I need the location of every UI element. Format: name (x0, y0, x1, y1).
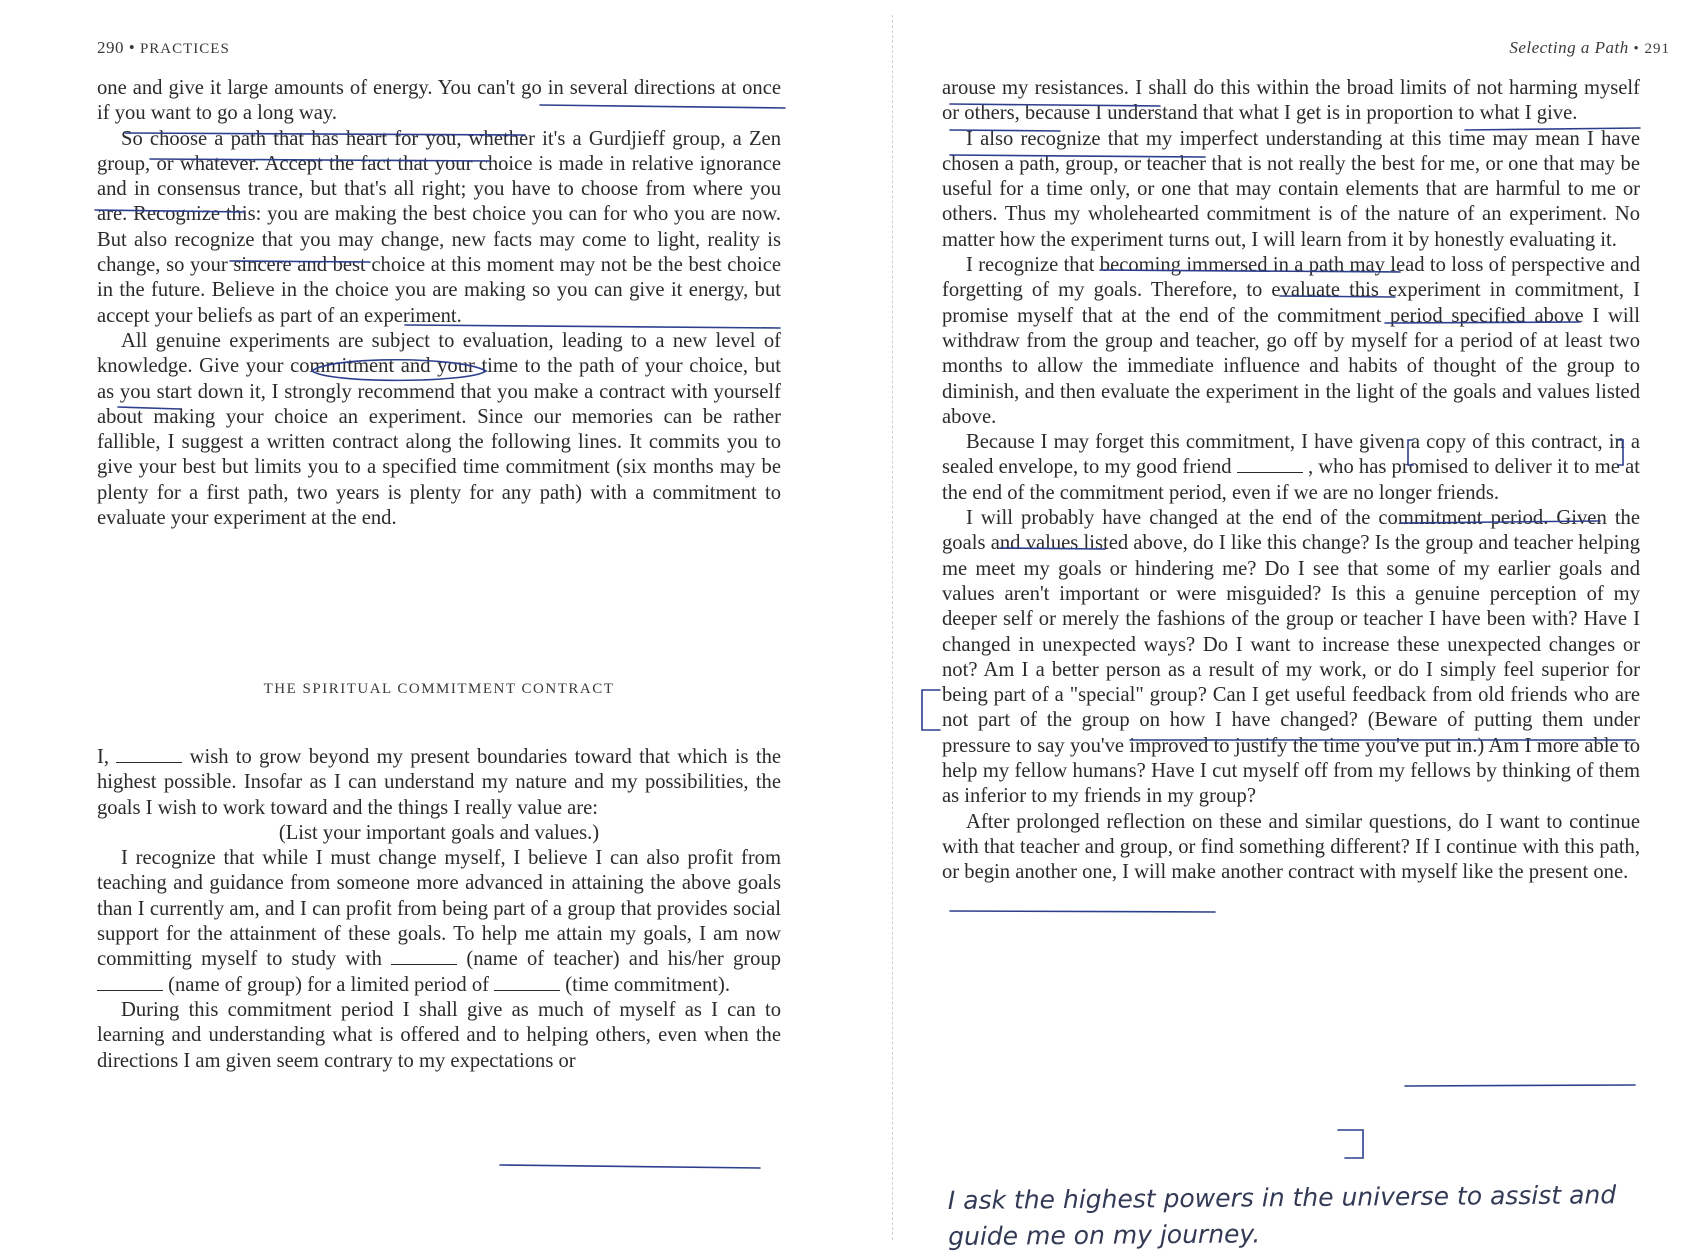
right-page (880, 0, 1704, 1240)
left-section-name: PRACTICES (139, 41, 230, 57)
right-page-number: 291 (1644, 41, 1670, 57)
left-body-text (97, 76, 781, 531)
contract-p1-rest: wish to grow beyond my present boundaries toward that which is the highest possible. Insofar as I can understand my nature and my possibilities, the goals I wish to work toward and the things I really value are: (97, 746, 782, 819)
right-paragraph-3: I recognize that becoming immersed in a path may lead to loss of perspective and forgetting of my goals. Therefore, to evaluate this experiment in commitment, I promise myself that at the end of the commitment period specified above I will withdraw from the group and teacher, go off by myself for a period of at least two months to allow the immediate influence and habits of thought of the group to diminish, and then evaluate the experiment in the light of the goals and values listed above. (942, 254, 1640, 428)
right-running-head (1509, 38, 1670, 58)
contract-p1-start: I, (97, 746, 110, 768)
contract-title: THE SPIRITUAL COMMITMENT CONTRACT (263, 681, 615, 697)
contract-paragraph-3: During this commitment period I shall give as much of myself as I can to learning and understanding what is offered and to helping others, even when the directions I am given seem contrary to my expectations or (97, 998, 781, 1072)
right-paragraph-4 (942, 430, 1640, 506)
handwritten-note: I ask the highest powers in the universe to assist and guide me on my journey. (947, 1180, 1617, 1252)
left-running-head (97, 38, 230, 58)
contract-p2-group: (name of group) for a limited period of (168, 973, 489, 996)
teacher-name-blank[interactable] (391, 947, 457, 965)
name-blank[interactable] (116, 745, 182, 763)
friend-name-blank[interactable] (1237, 455, 1303, 473)
contract-p2-time: (time commitment). (565, 973, 730, 996)
contract-paragraph-1 (97, 745, 781, 821)
left-paragraph-3: All genuine experiments are subject to evaluation, leading to a new level of knowledge. Give your commitment and your time to the path of your choice, but as you start down it, I strongly recommend that you make a contract with yourself about making your choice an experiment. Since our memories can be rather fallible, I suggest a written contract along the following lines. It commits you to give your best but limits you to a specified time commitment (six months may be plenty for a first path, two years is plenty for any path) with a commitment to evaluate your experiment at the end. (97, 329, 781, 530)
contract-list-prompt: (List your important goals and values.) (278, 821, 600, 844)
right-p4-rest: , who has promised to deliver it to me at the end of the commitment period, even if we are no longer friends. (942, 456, 1640, 504)
contract-p2-teacher: (name of teacher) and his/her group (466, 948, 781, 971)
right-paragraph-6: After prolonged reflection on these and similar questions, do I want to continue with that teacher and group, or find something different? If I continue with this path, or begin another one, I will make another contract with myself like the present one. (942, 810, 1640, 884)
right-body-text (942, 76, 1640, 886)
contract-paragraph-2 (97, 846, 781, 998)
contract-p2-start: I recognize that while I must change myself, I believe I can also profit from teaching and guidance from someone more advanced in attaining the above goals than I currently am, and I can profit from being part of a group that provides social support for the attainment of these goals. To help me attain my goals, I am now committing myself to study with (97, 847, 781, 971)
right-paragraph-2: I also recognize that my imperfect understanding at this time may mean I have chosen a path, group, or teacher that is not really the best for me, or one that may be useful for a time only, or one that may contain elements that are harmful to me or others. Thus my wholehearted commitment is of the nature of an experiment. No matter how the experiment turns out, I will learn from it by honestly evaluating it. (942, 127, 1640, 251)
time-commitment-blank[interactable] (494, 973, 560, 991)
right-p4-start: Because I may forget this commitment, I have given a copy of this contract, in a sealed envelope, to my good friend (942, 431, 1640, 479)
left-page (0, 0, 850, 1240)
contract-text (97, 745, 781, 1074)
left-paragraph-2: So choose a path that has heart for you, whether it's a Gurdjieff group, a Zen group, or whatever. Accept the fact that your choice is made in relative ignorance and in consensus trance, but that's all right; you have to choose from where you are. Recognize this: you are making the best choice you can for who you are now. But also recognize that you may change, new facts may come to light, reality is change, so your sincere and best choice at this moment may not be the best choice in the future. Believe in the choice you are making so you can give it energy, but accept your beliefs as part of an experiment. (97, 127, 781, 327)
right-running-title: Selecting a Path (1509, 38, 1629, 57)
left-paragraph-1: one and give it large amounts of energy. You can't go in several directions at once if you want to go a long way. (97, 77, 781, 125)
left-head-bullet: • (128, 38, 136, 57)
right-head-bullet: • (1633, 41, 1640, 57)
group-name-blank[interactable] (97, 973, 163, 991)
left-page-number: 290 (97, 38, 124, 57)
right-paragraph-1: arouse my resistances. I shall do this within the broad limits of not harming myself or others, because I understand that what I get is in proportion to what I give. (942, 77, 1640, 125)
right-paragraph-5: I will probably have changed at the end of the commitment period. Given the goals and values listed above, do I like this change? Is the group and teacher helping me meet my goals or hindering me? Do I see that some of my earlier goals and values aren't important or were misguided? Is this a genuine perception of my deeper self or merely the fashions of the group or teacher I have been with? Have I changed in unexpected ways? Do I want to increase these unexpected changes or not? Am I a better person as a result of my work, or do I simply feel superior for being part of a "special" group? Can I get useful feedback from old friends who are not part of the group on how I have changed? (Beware of putting them under pressure to say you've improved to justify the time you've put in.) Am I more able to help my fellow humans? Have I cut myself off from my fellows by thinking of them as inferior to my friends in my group? (942, 507, 1640, 808)
